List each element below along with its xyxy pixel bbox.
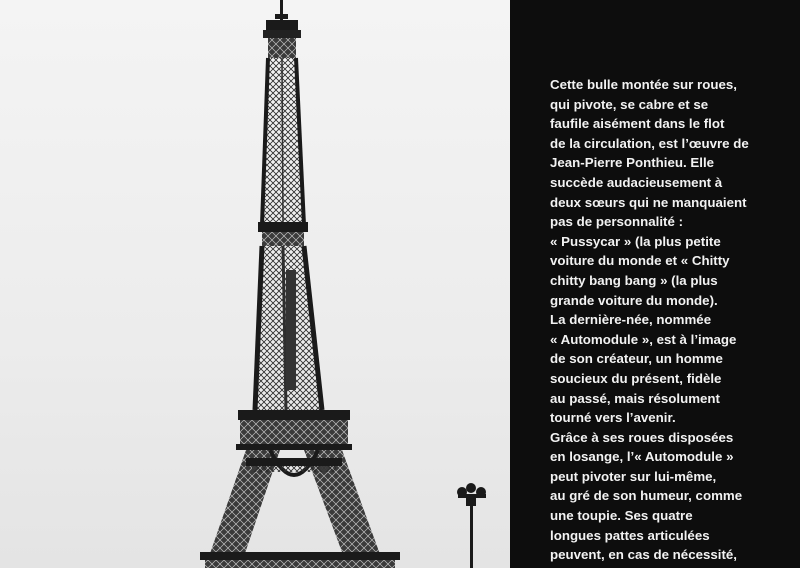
tower-antenna bbox=[263, 0, 301, 58]
article-line: succède audacieusement à bbox=[550, 174, 723, 190]
article-line: qui pivote, se cabre et se bbox=[550, 96, 709, 112]
article-line: peuvent, en cas de nécessité, bbox=[550, 547, 737, 563]
article-line: faufile aisément dans le flot bbox=[550, 116, 725, 132]
article-line: « Automodule », est à l’image bbox=[550, 331, 737, 347]
article-line: pas de personnalité : bbox=[550, 214, 684, 230]
article-text bbox=[550, 75, 800, 565]
article-line: « Pussycar » (la plus petite bbox=[550, 233, 721, 249]
article-line: une toupie. Ses quatre bbox=[550, 508, 693, 524]
article-line: voiture du monde et « Chitty bbox=[550, 253, 730, 269]
article-line: peut pivoter sur lui-même, bbox=[550, 468, 717, 484]
article-line: La dernière-née, nommée bbox=[550, 312, 712, 328]
article-line: Cette bulle montée sur roues, bbox=[550, 77, 737, 92]
tower-middle-section bbox=[255, 246, 322, 410]
street-lamp bbox=[457, 483, 486, 568]
tower-lower-legs bbox=[200, 450, 400, 568]
article-line: Grâce à ses roues disposées bbox=[550, 429, 734, 445]
tower-upper-section bbox=[258, 58, 308, 246]
article-line: deux sœurs qui ne manquaient bbox=[550, 194, 747, 210]
article-line: en losange, l’« Automodule » bbox=[550, 449, 734, 465]
article-line: soucieux du présent, fidèle bbox=[550, 370, 722, 386]
article-line: au gré de son humeur, comme bbox=[550, 488, 743, 504]
text-panel bbox=[510, 0, 800, 568]
article-line: chitty bang bang » (la plus bbox=[550, 272, 718, 288]
tower-second-platform bbox=[236, 410, 352, 450]
article-line: de son créateur, un homme bbox=[550, 351, 723, 367]
article-line: tourné vers l’avenir. bbox=[550, 410, 676, 426]
article-line: longues pattes articulées bbox=[550, 527, 710, 543]
article-line: Jean-Pierre Ponthieu. Elle bbox=[550, 155, 715, 171]
article-line: grande voiture du monde). bbox=[550, 292, 718, 308]
article-line: au passé, mais résolument bbox=[550, 390, 720, 406]
article-line: de la circulation, est l’œuvre de bbox=[550, 135, 749, 151]
